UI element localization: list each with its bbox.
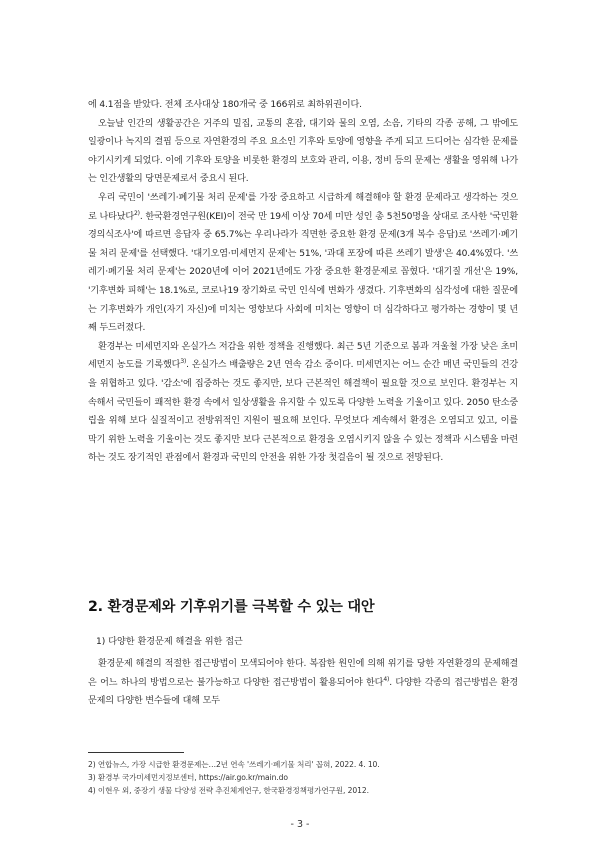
approach-text-rest: . 다양한 각종의 접근방법은 환경문제의 다양한 변수들에 대해 모두 <box>88 677 518 707</box>
footnote-4: 4) 이현우 외, 중장기 생물 다양성 전략 추진체계연구, 한국환경정책평가연구원, 2012. <box>88 786 369 795</box>
footnote-ref-2[interactable]: 2) <box>134 209 140 217</box>
footnote-divider <box>88 752 184 753</box>
survey-text-start: 우리 국민이 '쓰레기·폐기물 처리 문제'를 가장 중요하고 시급하게 해결해야 할 환경 문제라고 생각하는 것으로 나타났다 <box>88 192 518 222</box>
footnote-3[interactable]: 3) 환경부 국가미세먼지정보센터, https://air.go.kr/main.do <box>88 773 288 782</box>
paragraph-living-space: 오늘날 인간의 생활공간은 거주의 밀집, 교통의 혼잡, 대기와 물의 오염, 소음, 기타의 각종 공해, 그 밖에도 일광이나 녹지의 결핍 등으로 자연환경의 주요 요소인 기후와 토양에 영향을 주게 되고 드디어는 심각한 문제를 야기시키게 되었다. 이에 기후와 토양을 비롯한 환경의 보호와 관리, 이용, 정비 등의 문제는 생활을 영위해 나가는 인간생활의 당면문제로서 중요시 된다. <box>88 118 518 185</box>
page-number: - 3 - <box>290 819 310 830</box>
footnotes <box>88 758 518 797</box>
survey-text-rest: . 한국환경연구원(KEI)이 전국 만 19세 이상 70세 미만 성인 총 5천50명을 상대로 조사한 '국민환경의식조사'에 따르면 응답자 중 65.7%는 우리나라가 직면한 중요한 환경 문제(3개 복수 응답)로 '쓰레기·폐기물 처리 문제'를 선택했다. '대기오염·미세먼지 문제'는 51%, '과대 포장에 따른 쓰레기 발생'은 40.4%였다. '쓰레기·폐기물 처리 문제'는 2020년에 이어 2021년에도 가장 중요한 환경문제로 꼽혔다. '대기질 개선'은 19%, '기후변화 피해'는 18.1%로, 코로나19 장기화로 국민 인식에 변화가 생겼다. 기후변화의 심각성에 대한 질문에는 기후변화가 개인(자기 자신)에 미치는 영향보다 사회에 미치는 영향이 더 심각하다고 평가하는 경향이 몇 년째 두드러졌다. <box>88 211 519 334</box>
approach-text-start: 환경문제 해결의 적절한 접근방법이 모색되어야 한다. 복잡한 원인에 의해 위기를 당한 자연환경의 문제해결은 어느 하나의 방법으로는 불가능하고 다양한 접근방법이 활용되어야 한다 <box>88 659 518 688</box>
footnote-ref-3[interactable]: 3) <box>180 358 187 366</box>
ministry-text-rest: 감소 중이다. 미세먼지는 어느 순간 매년 국민들의 건강을 위협하고 있다. '감소'에 집중하는 것도 좋지만, 보다 근본적인 해결책이 필요할 것으로 보인다. 환경부는 지속해서 국민들이 쾌적한 환경 속에서 일상생활을 유지할 수 있도록 다양한 노력을 기울이고 있다. 2050 탄소중립을 위해 보다 실질적이고 전방위적인 지원이 필요해 보인다. 무엇보다 계속해서 환경은 오염되고 있고, 이를 막기 위한 노력을 기울이는 것도 좋지만 보다 근본적으로 환경을 오염시키지 않을 수 있는 정책과 시스템을 마련하는 것도 장기적인 관점에서 환경과 국민의 안전을 위한 가장 첫걸음이 될 것으로 전망된다. <box>88 360 518 464</box>
ghg-continuation-text: . 온실가스 배출량은 2년 연속 <box>186 360 302 371</box>
subsection-heading: 1) 다양한 환경문제 해결을 위한 접근 <box>96 637 243 647</box>
paragraph-approach <box>88 655 518 711</box>
paragraph-ranking: 에 4.1점을 받았다. 전체 조사대상 180개국 중 166위로 최하위권이다. <box>88 100 362 110</box>
footnote-ref-4[interactable]: 4) <box>383 675 390 683</box>
body-text-lower <box>88 655 518 711</box>
ministry-text-start: 환경부는 미세먼지와 온실가스 저감을 위한 정책을 진행했다. 최근 5년 기준으로 봄과 겨울철 가장 낮은 초미세먼지 농도를 기록했다 <box>88 341 518 371</box>
section-heading: 2. 환경문제와 기후위기를 극복할 수 있는 대안 <box>88 599 375 615</box>
body-text-upper <box>88 96 518 468</box>
paragraph-ministry <box>88 338 518 468</box>
paragraph-survey <box>88 189 518 338</box>
footnote-2: 2) 연합뉴스, 가장 시급한 환경문제는…2년 연속 '쓰레기·폐기물 처리' 꼽혀, 2022. 4. 10. <box>88 760 380 769</box>
